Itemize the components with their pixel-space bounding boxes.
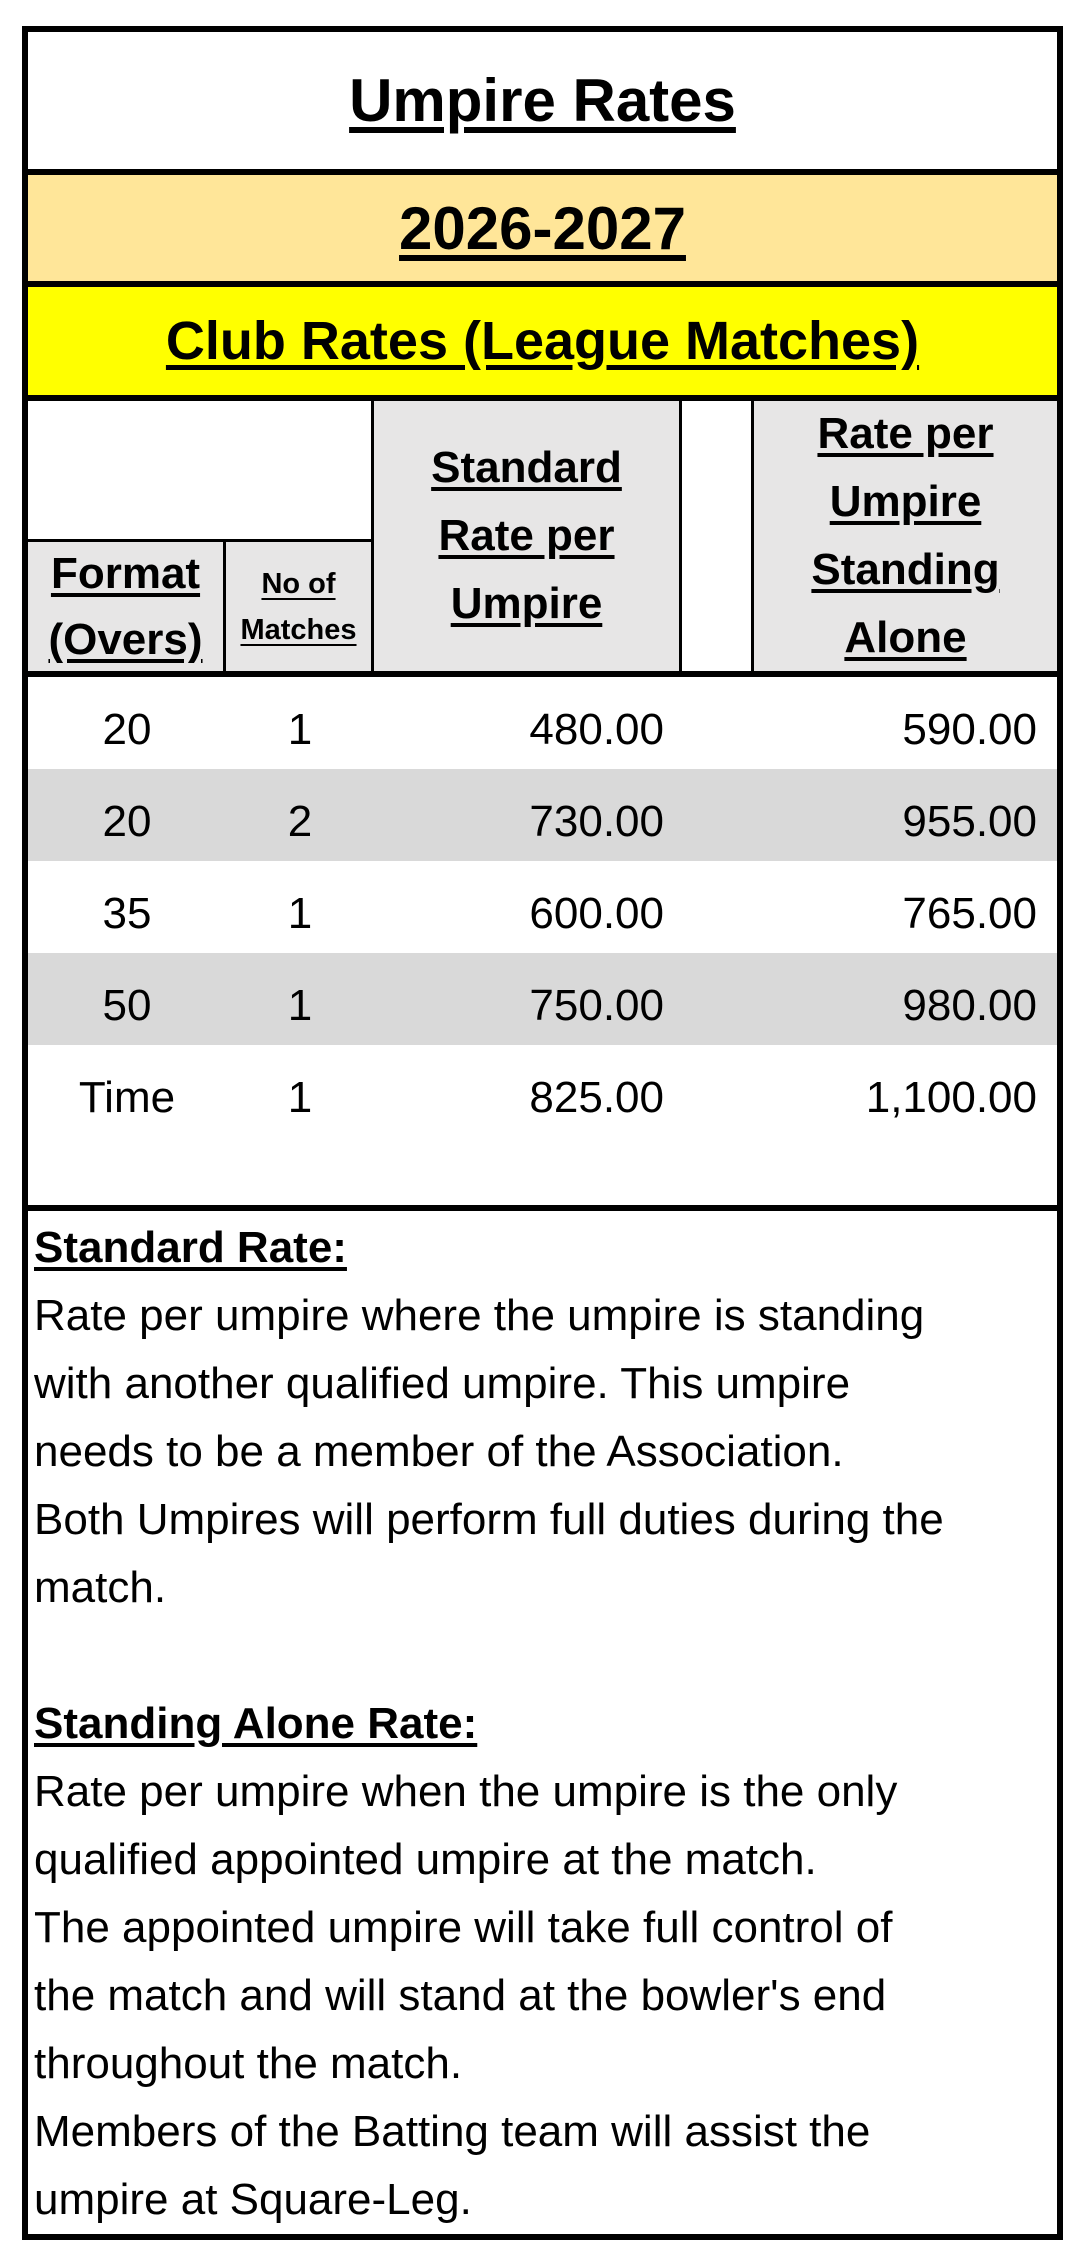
- table-row: [28, 953, 1057, 1045]
- page-title: Umpire Rates: [28, 32, 1057, 175]
- table-row: [28, 1045, 1057, 1137]
- matches-cell: 2: [287, 797, 313, 846]
- format-cell: 35: [102, 889, 152, 938]
- header-matches: No of Matches: [226, 539, 374, 671]
- standard-rate-heading: Standard Rate:: [34, 1223, 347, 1272]
- header-spacer: [682, 401, 754, 671]
- alone-rate-cell: 955.00: [902, 797, 1037, 846]
- table-row: [28, 677, 1057, 769]
- alone-rate-cell: 765.00: [902, 889, 1037, 938]
- alone-rate-cell: 1,100.00: [865, 1073, 1037, 1122]
- format-cell: 20: [102, 705, 152, 754]
- standard-rate-cell: 750.00: [529, 981, 664, 1030]
- matches-cell: 1: [287, 889, 313, 938]
- matches-cell: 1: [287, 1073, 313, 1122]
- standard-rate-cell: 825.00: [529, 1073, 664, 1122]
- rate-notes: [34, 1214, 1054, 2234]
- alone-rate-cell: 980.00: [902, 981, 1037, 1030]
- notes-spacer: [34, 1622, 1054, 1690]
- standard-rate-cell: 600.00: [529, 889, 664, 938]
- rates-table-body: [28, 677, 1057, 1137]
- standing-alone-text: Rate per umpire when the umpire is the only qualified appointed umpire at the match. The appointed umpire will take full control of the match and will stand at the bowler's end throughout the match. Members of the Batting team will assist the umpire at Square-Leg.: [34, 1767, 898, 2224]
- header-standing-alone-rate: Rate per Umpire Standing Alone: [754, 401, 1057, 671]
- header-format: Format (Overs): [28, 539, 226, 671]
- header-standard-rate: Standard Rate per Umpire: [374, 401, 682, 671]
- table-row: [28, 861, 1057, 953]
- table-row: [28, 769, 1057, 861]
- table-header: [28, 401, 1057, 677]
- section-divider: [28, 1205, 1057, 1211]
- standard-rate-cell: 730.00: [529, 797, 664, 846]
- matches-cell: 1: [287, 705, 313, 754]
- header-blank-cell: [28, 401, 374, 539]
- standard-rate-text: Rate per umpire where the umpire is standing with another qualified umpire. This umpire needs to be a member of the Association. Both Umpires will perform full duties during the match.: [34, 1291, 944, 1612]
- club-rates-banner: Club Rates (League Matches): [28, 287, 1057, 401]
- format-cell: 20: [102, 797, 152, 846]
- rates-sheet: [22, 26, 1063, 2240]
- season-banner: 2026-2027: [28, 175, 1057, 287]
- standard-rate-cell: 480.00: [529, 705, 664, 754]
- alone-rate-cell: 590.00: [902, 705, 1037, 754]
- format-cell: 50: [102, 981, 152, 1030]
- standing-alone-heading: Standing Alone Rate:: [34, 1699, 478, 1748]
- format-cell: Time: [78, 1073, 176, 1122]
- matches-cell: 1: [287, 981, 313, 1030]
